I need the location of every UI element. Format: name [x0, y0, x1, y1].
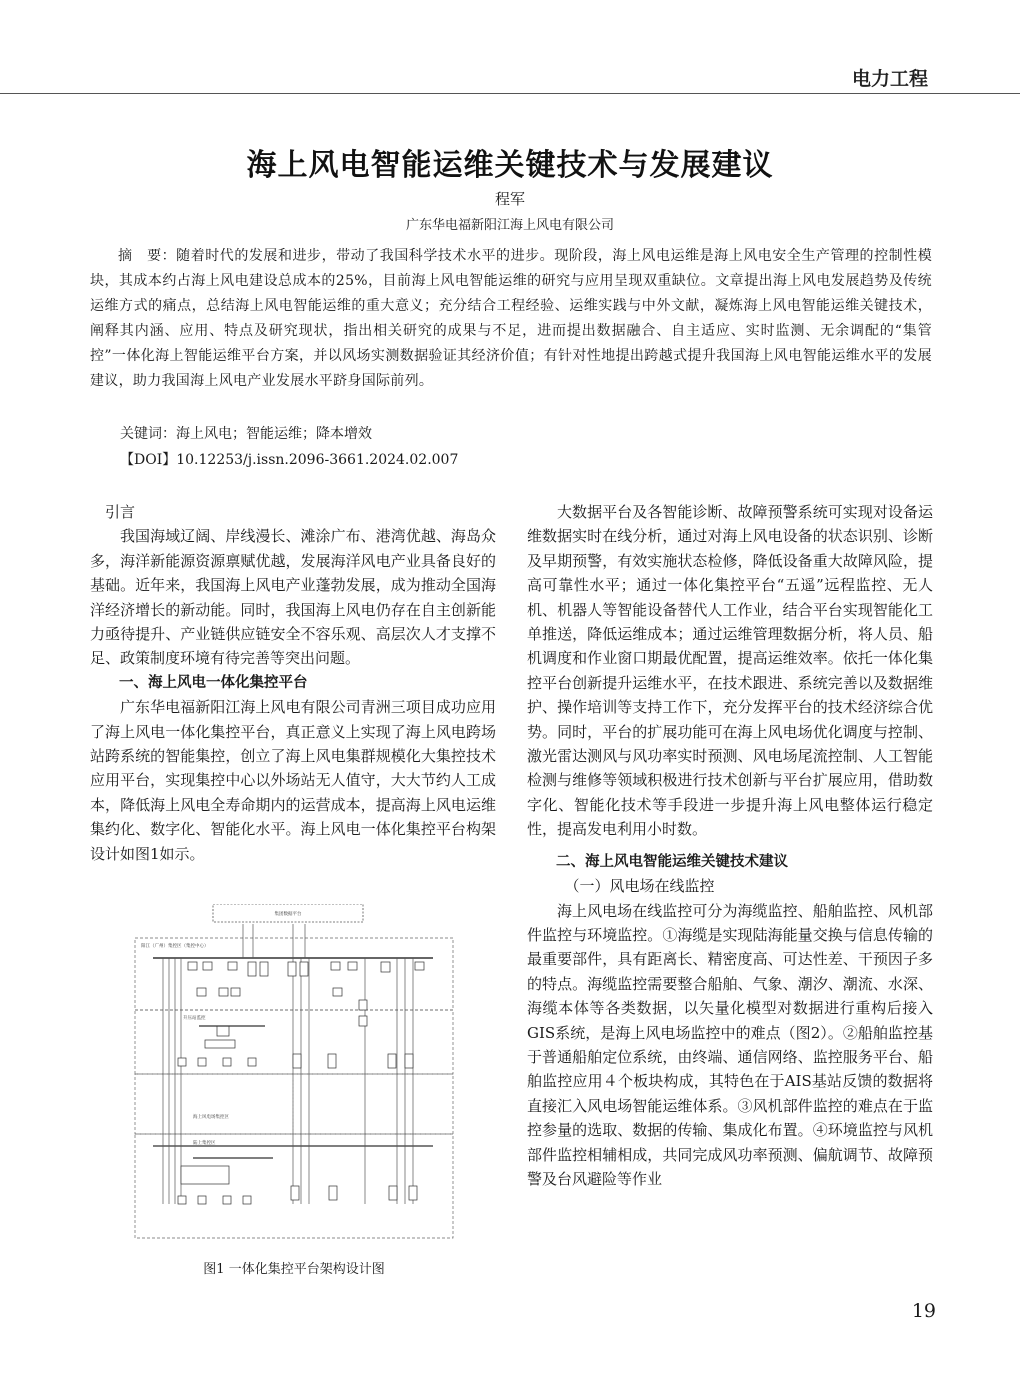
zone-4-label: 陆上集控区	[193, 1141, 216, 1146]
figure-caption: 图1 一体化集控平台架构设计图	[203, 1262, 385, 1277]
page-number: 19	[911, 1300, 936, 1322]
keywords-text: 海上风电；智能运维；降本增效	[176, 426, 372, 442]
section1-heading: 一、海上风电一体化集控平台	[119, 674, 308, 691]
right-paragraph-1: 大数据平台及各智能诊断、故障预警系统可实现对设备运维数据实时在线分析，通过对海上风电设备的状态识别、诊断及早期预警，有效实施状态检修，降低设备重大故障风险，提高可靠性水平；通过一体化集控平台“五遥”远程监控、无人机、机器人等智能设备替代人工作业，结合平台实现智能化工单推送，降低运维成本；通过运维管理数据分析，将人员、船机调度和作业窗口期最优配置，提高运维效率。依托一体化集控平台创新提升运维水平，在技术跟进、系统完善以及数据维护、操作培训等支持工作下，充分发挥平台的技术经济综合优势。同时，平台的扩展功能可在海上风电场优化调度与控制、激光雷达测风与风功率实时预测、风电场尾流控制、人工智能检测与维修等领域积极进行技术创新与平台扩展应用，借助数字化、智能化技术等手段进一步提升海上风电整体运行稳定性，提高发电利用小时数。	[527, 503, 933, 839]
architecture-figure	[133, 904, 455, 1242]
intro-heading: 引言	[105, 503, 136, 521]
top-platform-label: 集团数据平台	[274, 912, 302, 917]
left-column	[90, 500, 496, 866]
architecture-diagram	[133, 904, 455, 1242]
zone-1-label: 阳江（广州）集控区（集控中心）	[141, 944, 209, 949]
article-affiliation: 广东华电福新阳江海上风电有限公司	[405, 218, 614, 233]
article-author: 程军	[494, 190, 525, 208]
zone-3-label: 海上风电场集控区	[193, 1115, 229, 1120]
doi-line	[120, 449, 458, 469]
section2-heading: 二、海上风电智能运维关键技术建议	[556, 853, 788, 870]
abstract	[90, 244, 932, 394]
doi-text: 10.12253/j.issn.2096-3661.2024.02.007	[176, 452, 459, 468]
subsection1-heading: （一）风电场在线监控	[564, 877, 715, 896]
abstract-label: 摘 要：	[118, 248, 177, 264]
header-divider	[0, 93, 1020, 94]
abstract-text: 随着时代的发展和进步，带动了我国科学技术水平的进步。现阶段，海上风电运维是海上风电安全生产管理的控制性模块，其成本约占海上风电建设总成本的25%，目前海上风电智能运维的研究与应用呈现双重缺位。文章提出海上风电发展趋势及传统运维方式的痛点，总结海上风电智能运维的重大意义；充分结合工程经验、运维实践与中外文献，凝炼海上风电智能运维关键技术，阐释其内涵、应用、特点及研究现状，指出相关研究的成果与不足，进而提出数据融合、自主适应、实时监测、无余调配的“集管控”一体化海上智能运维平台方案，并以风场实测数据验证其经济价值；有针对性地提出跨越式提升我国海上风电智能运维水平的发展建议，助力我国海上风电产业发展水平跻身国际前列。	[90, 248, 932, 389]
keywords-label: 关键词：	[120, 426, 176, 442]
section1-paragraph: 广东华电福新阳江海上风电有限公司青洲三项目成功应用了海上风电一体化集控平台，真正意义上实现了海上风电跨场站跨系统的智能集控，创立了海上风电集群规模化大集控技术应用平台，实现集控中心以外场站无人值守，大大节约人工成本，降低海上风电全寿命期内的运营成本，提高海上风电运维集约化、数字化、智能化水平。海上风电一体化集控平台构架设计如图1如示。	[90, 698, 496, 863]
keywords-line	[120, 423, 372, 443]
zone-2-label: 升压站监控	[183, 1016, 206, 1021]
article-title: 海上风电智能运维关键技术与发展建议	[246, 148, 774, 183]
doi-label: 【DOI】	[120, 452, 177, 468]
intro-paragraph: 我国海域辽阔、岸线漫长、滩涂广布、港湾优越、海岛众多，海洋新能源资源禀赋优越，发展海洋风电产业具备良好的基础。近年来，我国海上风电产业蓬勃发展，成为推动全国海洋经济增长的新动能。同时，我国海上风电仍存在自主创新能力亟待提升、产业链供应链安全不容乐观、高层次人才支撑不足、政策制度环境有待完善等突出问题。	[90, 527, 496, 668]
right-column	[527, 500, 933, 1191]
journal-section-label: 电力工程	[851, 68, 928, 90]
right-paragraph-2: 海上风电场在线监控可分为海缆监控、船舶监控、风机部件监控与环境监控。①海缆是实现陆海能量交换与信息传输的最重要部件，具有距离长、精密度高、可达性差、干预因子多的特点。海缆监控需要整合船舶、气象、潮汐、潮流、水深、海缆本体等各类数据，以矢量化模型对数据进行重构后接入GIS系统，是海上风电场监控中的难点（图2）。②船舶监控基于普通船舶定位系统，由终端、通信网络、监控服务平台、船舶监控应用４个板块构成，其特色在于AIS基站反馈的数据将直接汇入风电场智能运维体系。③风机部件监控的难点在于监控参量的选取、数据的传输、集成化布置。④环境监控与风机部件监控相辅相成，共同完成风功率预测、偏航调节、故障预警及台风避险等作业	[527, 901, 933, 1188]
